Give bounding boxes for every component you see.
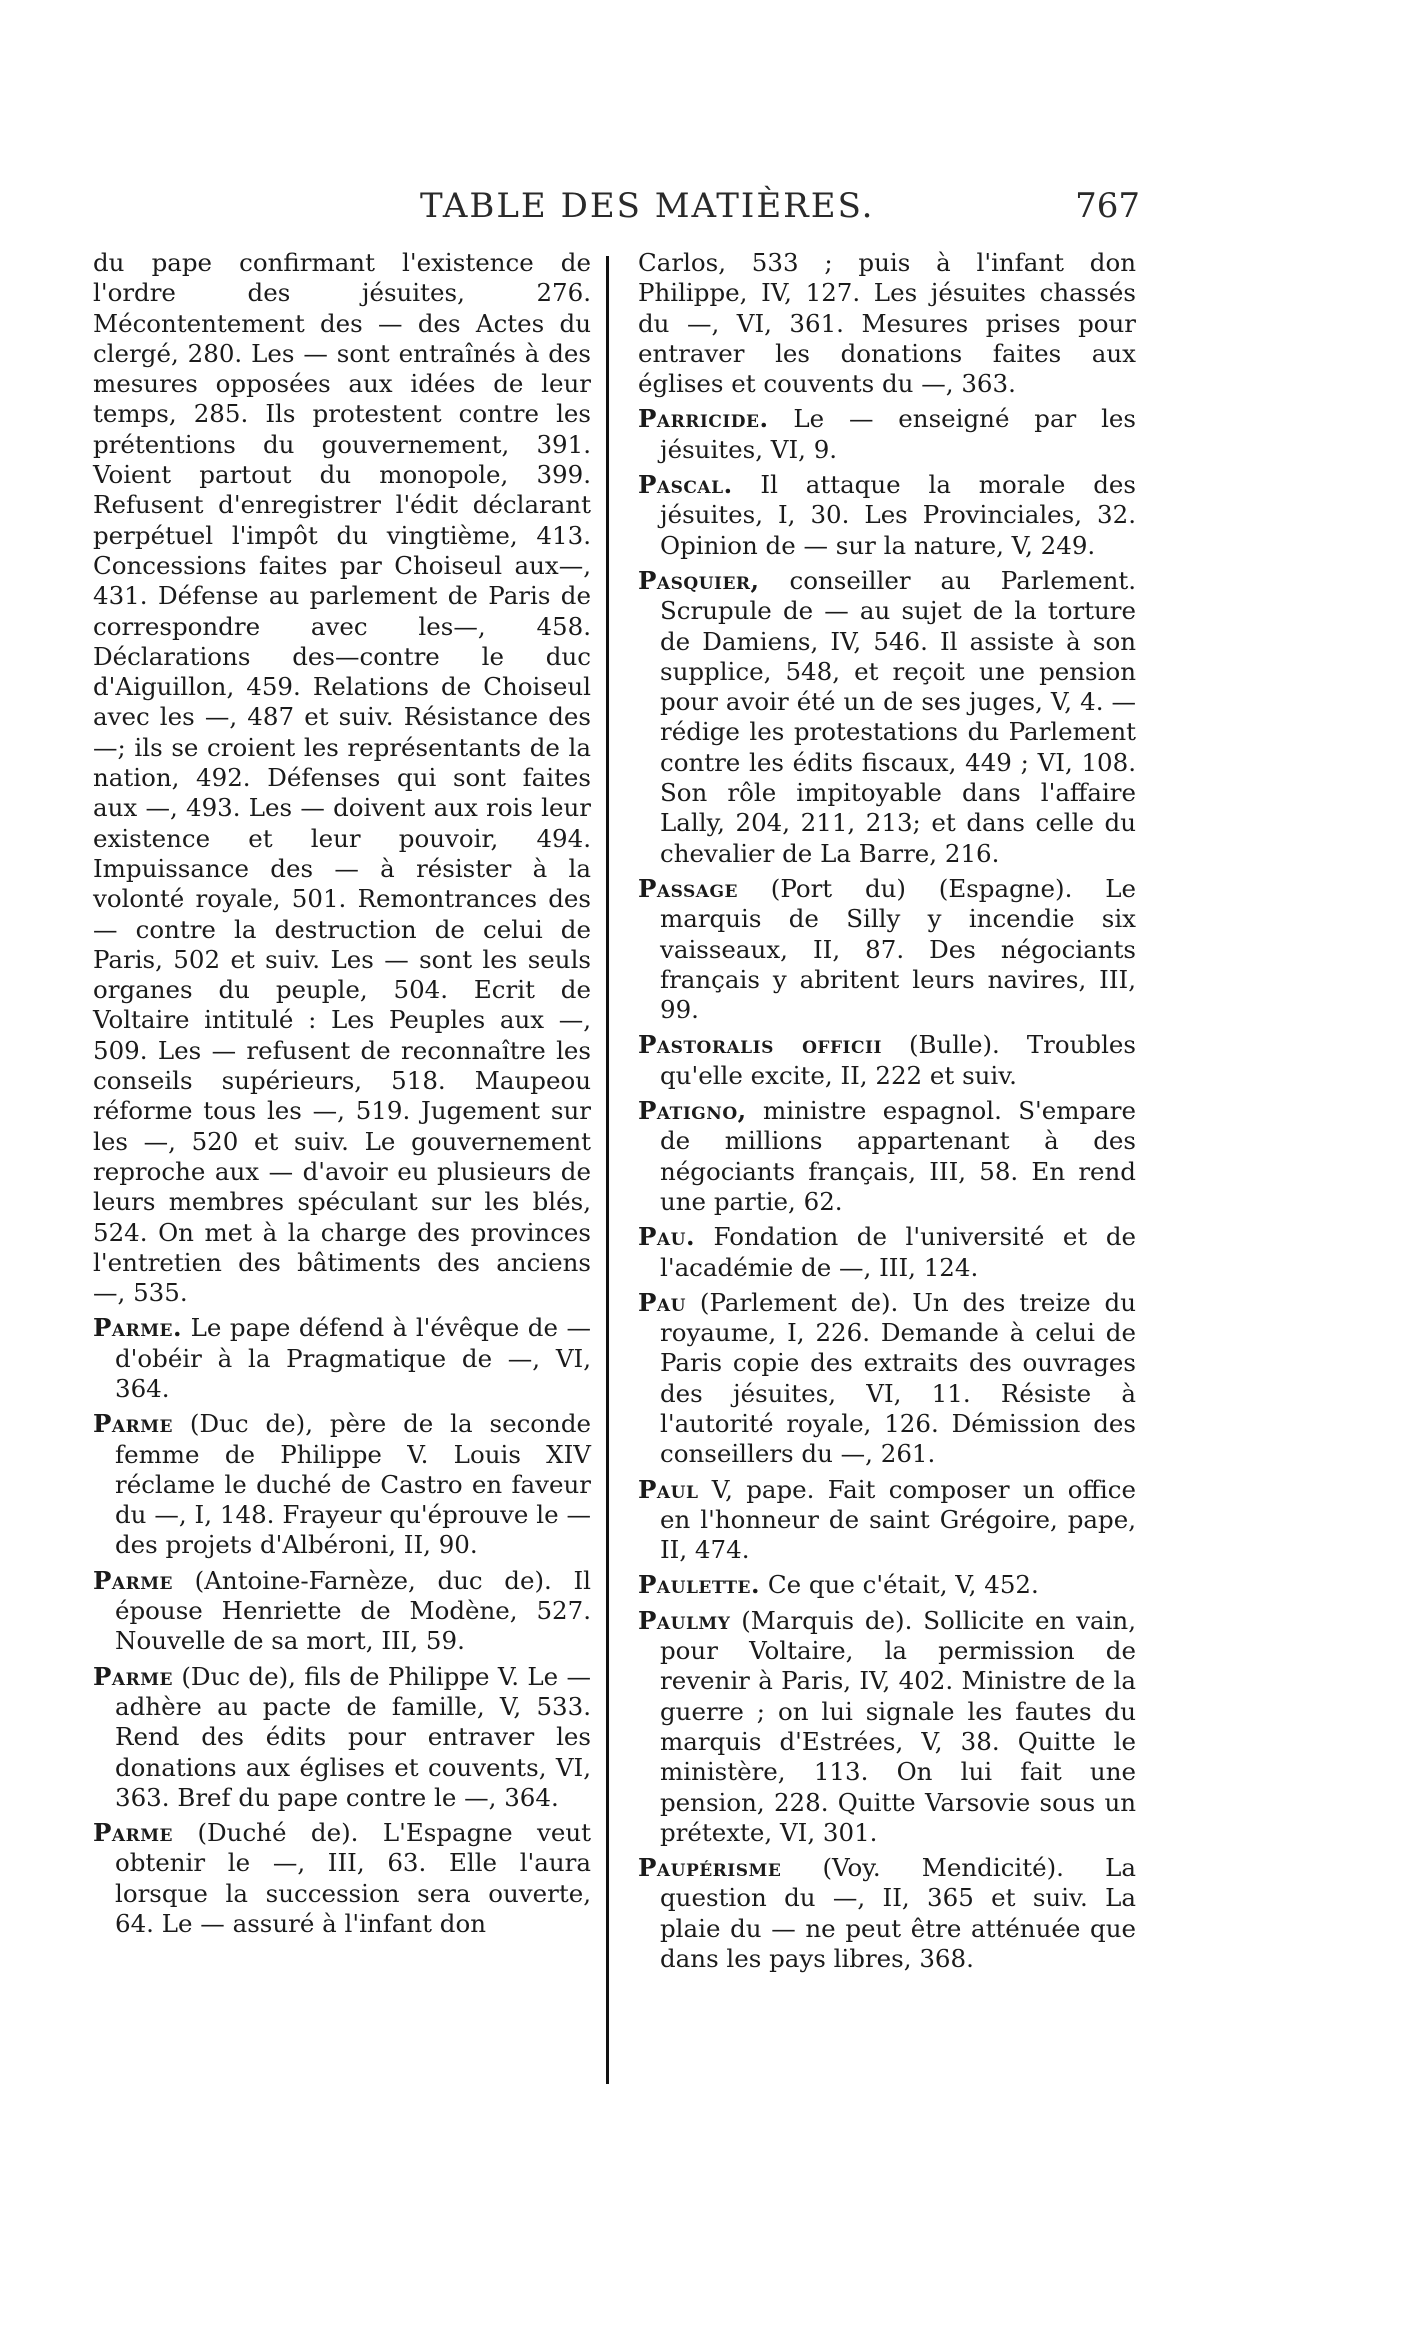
entry-text: V, pape. Fait composer un office en l'honneur de saint Grégoire, pape, II, 474.	[660, 1474, 1136, 1565]
entry-text: Le pape défend à l'évêque de — d'obéir à la Pragmatique de —, VI, 364.	[115, 1313, 591, 1403]
page-title: TABLE DES MATIÈRES.	[420, 186, 875, 226]
entry-headword: Paulette.	[638, 1570, 761, 1600]
index-entry	[93, 1313, 591, 1404]
entry-headword: Parme	[93, 1409, 174, 1439]
entry-text: Il attaque la morale des jésuites, I, 30. Les Provinciales, 32. Opinion de — sur la nature, V, 249.	[660, 470, 1136, 560]
entry-headword: Passage	[638, 873, 738, 903]
index-entry	[638, 566, 1136, 869]
index-entry	[93, 1409, 591, 1560]
entry-text: (Duché de). L'Espagne veut obtenir le —, III, 63. Elle l'aura lorsque la succession sera ouverte, 64. Le — assuré à l'infant don	[115, 1818, 591, 1939]
entry-headword: Patigno,	[638, 1096, 747, 1126]
entry-headword: Parricide.	[638, 404, 769, 434]
entry-text: (Port du) (Espagne). Le marquis de Silly y incendie six vaisseaux, II, 87. Des négociants français y abritent leurs navires, III, 99.	[660, 873, 1136, 1025]
entry-headword: Paulmy	[638, 1605, 731, 1635]
index-entry	[638, 1288, 1136, 1470]
index-entry	[638, 1222, 1136, 1283]
left-column	[93, 248, 591, 1944]
entry-headword: Parme	[93, 1565, 174, 1595]
right-column	[638, 248, 1136, 1979]
index-entry	[93, 248, 591, 1308]
entry-text: ministre espagnol. S'empare de millions appartenant à des négociants français, III, 58. En rend une partie, 62.	[660, 1096, 1136, 1216]
entry-headword: Parme	[93, 1661, 174, 1691]
index-entry	[638, 1853, 1136, 1974]
entry-headword: Pau.	[638, 1222, 695, 1252]
entry-text: (Duc de), fils de Philippe V. Le — adhère au pacte de famille, V, 533. Rend des édits pour entraver les donations aux églises et couvents, VI, 363. Bref du pape contre le —, 364.	[115, 1661, 591, 1812]
index-entry	[638, 404, 1136, 465]
entry-text: (Voy. Mendicité). La question du —, II, 365 et suiv. La plaie du — ne peut être atténuée que dans les pays libres, 368.	[660, 1853, 1136, 1974]
entry-text: Fondation de l'université et de l'académie de —, III, 124.	[660, 1222, 1136, 1282]
entry-headword: Parme.	[93, 1313, 183, 1343]
running-header	[90, 186, 1140, 234]
entry-text: (Antoine-Farnèze, duc de). Il épouse Henriette de Modène, 527. Nouvelle de sa mort, III, 59.	[115, 1565, 591, 1656]
index-entry	[638, 1030, 1136, 1091]
entry-text: (Marquis de). Sollicite en vain, pour Voltaire, la permission de revenir à Paris, IV, 402. Ministre de la guerre ; on lui signale les fautes du marquis d'Estrées, V, 38. Quitte le ministère, 113. On lui fait une pension, 228. Quitte Varsovie sous un prétexte, VI, 301.	[660, 1605, 1136, 1847]
entry-text: du pape confirmant l'existence de l'ordre des jésuites, 276. Mécontentement des — des Actes du clergé, 280. Les — sont entraînés à des mesures opposées aux idées de leur temps, 285. Ils protestent contre les prétentions du gouvernement, 391. Voient partout du monopole, 399. Refusent d'enregistrer l'édit déclarant perpétuel l'impôt du vingtième, 413. Concessions faites par Choiseul aux—, 431. Défense au parlement de Paris de correspondre avec les—, 458. Déclarations des—contre le duc d'Aiguillon, 459. Relations de Choiseul avec les —, 487 et suiv. Résistance des —; ils se croient les représentants de la nation, 492. Défenses qui sont faites aux —, 493. Les — doivent aux rois leur existence et leur pouvoir, 494. Impuissance des — à résister à la volonté royale, 501. Remontrances des — contre la destruction de celui de Paris, 502 et suiv. Les — sont les seuls organes du peuple, 504. Ecrit de Voltaire intitulé : Les Peuples aux —, 509. Les — refusent de reconnaître les conseils supérieurs, 518. Maupeou réforme tous les —, 519. Jugement sur les —, 520 et suiv. Le gouvernement reproche aux — d'avoir eu plusieurs de leurs membres spéculant sur les blés, 524. On met à la charge des provinces l'entretien des bâtiments des anciens —, 535.	[93, 248, 591, 1308]
page-number: 767	[1075, 186, 1140, 226]
entry-headword: Paupérisme	[638, 1853, 782, 1883]
entry-headword: Paul	[638, 1474, 699, 1504]
index-entry	[638, 248, 1136, 399]
index-entry	[93, 1818, 591, 1939]
entry-headword: Pasquier,	[638, 565, 760, 595]
entry-text: (Parlement de). Un des treize du royaume, I, 226. Demande à celui de Paris copie des extraits des ouvrages des jésuites, VI, 11. Résiste à l'autorité royale, 126. Démission des conseillers du —, 261.	[660, 1287, 1136, 1469]
index-entry	[638, 1606, 1136, 1848]
entry-text: (Bulle). Troubles qu'elle excite, II, 222 et suiv.	[660, 1030, 1136, 1090]
entry-headword: Pau	[638, 1287, 686, 1317]
column-divider	[606, 256, 609, 2084]
entry-text: Le — enseigné par les jésuites, VI, 9.	[660, 404, 1136, 464]
entry-headword: Pascal.	[638, 470, 733, 500]
entry-text: Ce que c'était, V, 452.	[760, 1570, 1039, 1600]
index-entry	[638, 1570, 1136, 1600]
index-entry	[638, 874, 1136, 1025]
entry-headword: Parme	[93, 1818, 174, 1848]
index-entry	[638, 470, 1136, 561]
entry-text: Carlos, 533 ; puis à l'infant don Philippe, IV, 127. Les jésuites chassés du —, VI, 361. Mesures prises pour entraver les donations faites aux églises et couvents du —, 363.	[638, 248, 1136, 399]
index-entry	[93, 1662, 591, 1813]
index-entry	[638, 1475, 1136, 1566]
entry-headword: Pastoralis officii	[638, 1030, 882, 1060]
index-entry	[93, 1566, 591, 1657]
index-entry	[638, 1096, 1136, 1217]
entry-text: (Duc de), père de la seconde femme de Philippe V. Louis XIV réclame le duché de Castro en faveur du —, I, 148. Frayeur qu'éprouve le — des projets d'Albéroni, II, 90.	[115, 1409, 591, 1560]
entry-text: conseiller au Parlement. Scrupule de — au sujet de la torture de Damiens, IV, 546. Il assiste à son supplice, 548, et reçoit une pension pour avoir été un de ses juges, V, 4. — rédige les protestations du Parlement contre les édits fiscaux, 449 ; VI, 108. Son rôle impitoyable dans l'affaire Lally, 204, 211, 213; et dans celle du chevalier de La Barre, 216.	[660, 565, 1136, 868]
